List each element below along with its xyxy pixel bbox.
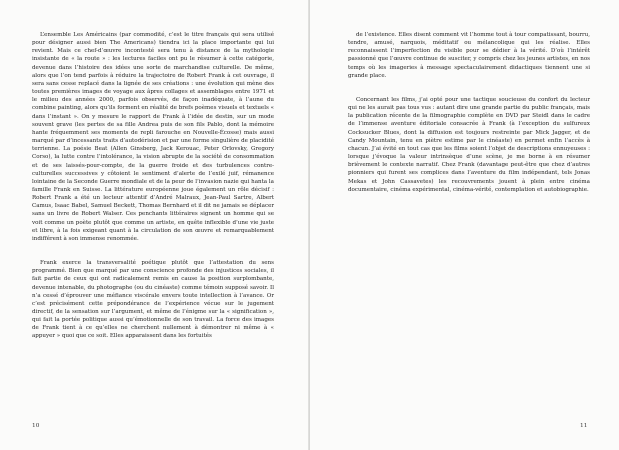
left-paragraph-1: L’ensemble Les Américains (par commodité, c’est le titre français qui sera utilisé pour désigner aussi bien The Americans) tiendra ici la place importante qui lui revient. Mais ce chef-d’œuvre incontesté sera tenu à distance de la mythologie insistante de « la route » : les lectures faciles ont pu le résumer à cette catégorie, devenue dans l’histoire des idées une sorte de marchandise culturelle. De même, alors que l’on tend parfois à réduire la trajectoire de Robert Frank à cet ouvrage, il sera sans cesse replacé dans la lignée de ses créations : une évolution qui mène des toutes premières images de voyage aux âpres collages et assemblages entre 1971 et le milieu des années 2000, parfois observés, de façon inadéquate, à l’aune du combine painting, alors qu’ils forment en réalité de brefs poèmes visuels et textuels « dans l’instant ». On y mesure le rapport de Frank à l’idée de destin, sur un mode souvent grave (les pertes de sa fille Andrea puis de son fils Pablo, dont la mémoire hante fréquemment ses moments de repli farouche en Nouvelle-Écosse) mais aussi marqué par d’incessants traits d’autodérision et par une forme singulière de placidité terrienne. La poésie Beat (Allen Ginsberg, Jack Kerouac, Peter Orlovsky, Gregory Corso), la lutte contre l’intolérance, la vision abrupte de la société de consommation et de ses laissés-pour-compte, de la guerre froide et des turbulences contre-culturelles successives y côtoient le sentiment d’alerte de l’exilé juif, rémanence lointaine de la Seconde Guerre mondiale et de la peur de l’invasion nazie qui hanta la famille Frank en Suisse. La littérature européenne joue également un rôle décisif : Robert Frank a été un lecteur attentif d’André Malraux, Jean-Paul Sartre, Albert Camus, Isaac Babel, Samuel Beckett, Thomas Bernhard et il dit ne jamais se déplacer sans un livre de Robert Walser. Ces penchants littéraires signent un homme qui se voit comme un poète plutôt que comme un artiste, en quête inflexible d’une vie juste et libre, à la fois exigeant quant à la circulation de son œuvre et remarquablement indifférent à son immense renommée. [32,32,274,242]
right-paragraph-1: de l’existence. Elles disent comment vit l’homme tout à tour compatissant, bourru, tendre, amusé, narquois, méditatif ou mélancolique qui les réalise. Elles reconnaissent l’imperfection du visible pour se dédier à la vérité. D’où l’intérêt passionné que l’œuvre continue de susciter, y compris chez les jeunes artistes, en nos temps où les imageries à message spectaculairement didactiques tiennent une si grande place. [348,32,590,79]
right-paragraph-2: Concernant les films, j’ai opté pour une tactique soucieuse du confort du lecteur qui ne les aurait pas tous vus : autant dire une grande partie du public français, mais la publication récente de la filmographie complète en DVD par Steidl dans le cadre de l’immense aventure éditoriale consacrée à Frank (à l’exception du sulfureux Cocksucker Blues, dont la diffusion est toujours restreinte par Mick Jagger, et de Candy Mountain, tenu en piètre estime par le cinéaste) en permet enfin l’accès à chacun. J’ai évité en tout cas que les films soient l’objet de descriptions ennuyeuses : lorsque j’évoque la valeur intrinsèque d’une scène, je me borne à en résumer brièvement le contexte narratif. Chez Frank (davantage peut-être que chez d’autres pionniers qui furent ses complices dans l’aventure du film indépendant, tels Jonas Mekas et John Cassavetes) les recouvrements jouent à plein entre cinéma documentaire, cinéma expérimental, cinéma-vérité, contemplation et autobiographie. [348,96,590,193]
left-paragraph-2: Frank exerce la transversalité poétique plutôt que l’attestation du sens programmé. Bien que marqué par une conscience profonde des injustices sociales, il fait partie de ceux qui ont radicalement remis en cause la position surplombante, devenue intenable, du photographe (ou du cinéaste) comme témoin supposé savoir. Il n’a cessé d’éprouver une méfiance viscérale envers toute intellection à l’avance. Or c’est précisément cette prépondérance de l’expérience vécue sur le jugement directif, de la sensation sur l’argument, et même de l’énigme sur la « signification », qui fait la portée politique aussi qu’émotionnelle de son travail. La force des images de Frank tient à ce qu’elles ne cherchent nullement à démontrer ni même à « appuyer » quoi que ce soit. Elles apparaissent dans les fortuités [32,260,274,340]
left-text-column [32,31,274,341]
right-text-column [348,31,590,194]
left-page-number: 10 [32,423,40,429]
right-page-number: 11 [580,423,588,429]
right-page [310,0,619,450]
left-page [0,0,309,450]
